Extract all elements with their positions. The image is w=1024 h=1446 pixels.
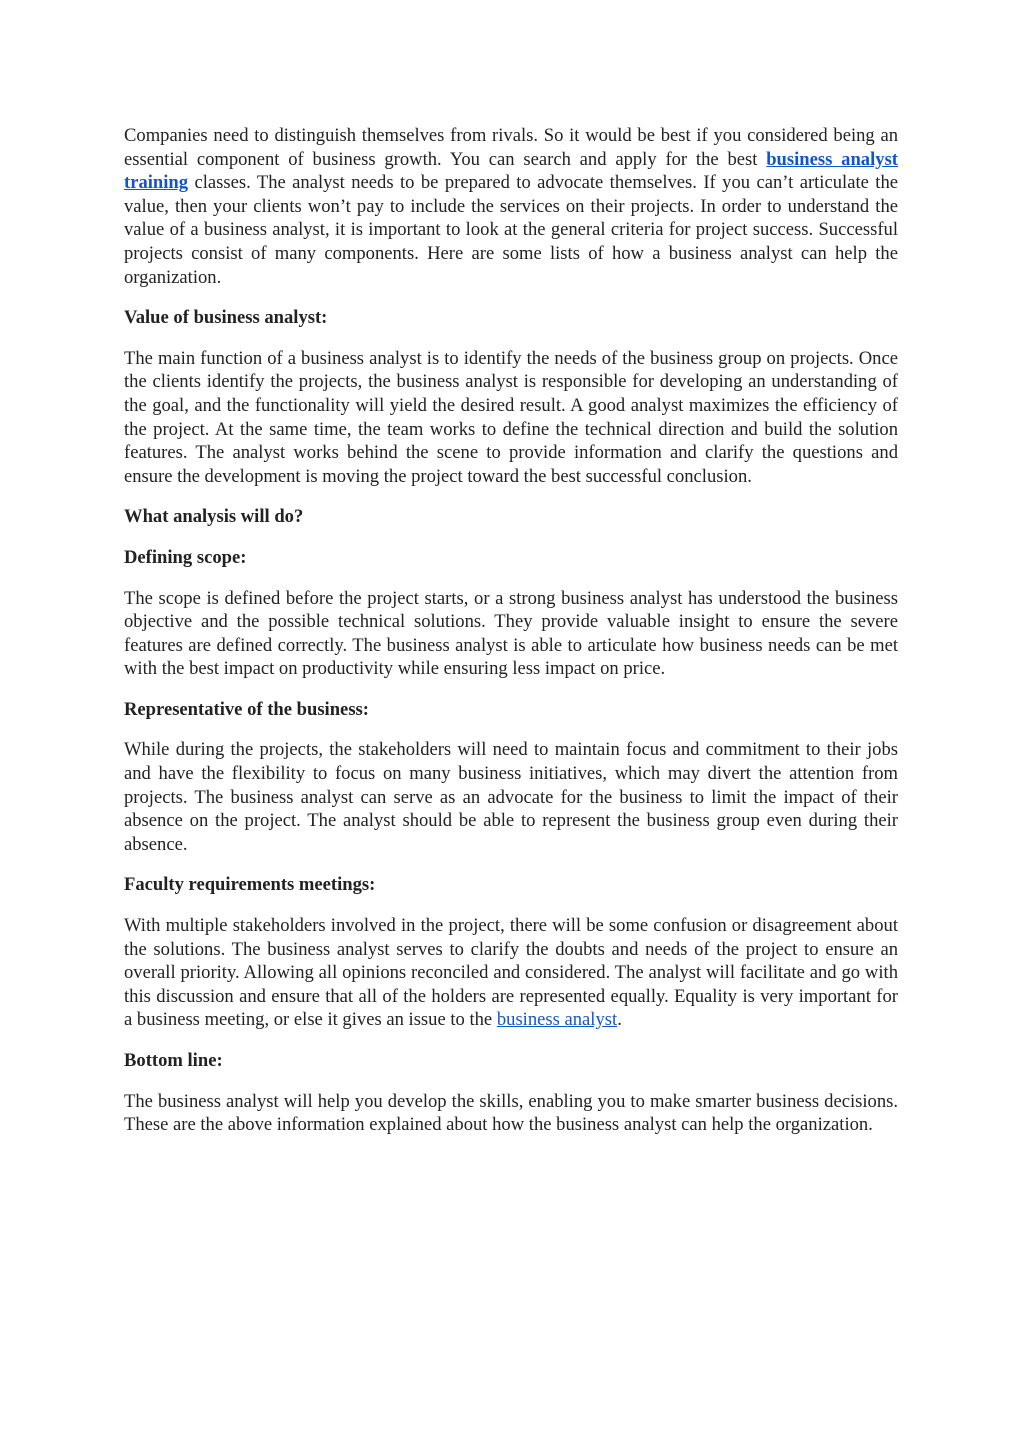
intro-paragraph bbox=[124, 124, 898, 289]
value-paragraph: The main function of a business analyst is to identify the needs of the business group on projects. Once the clients identify the projects, the business analyst is responsible for developing an understanding of the goal, and the functionality will yield the desired result. A good analyst maximizes the efficiency of the project. At the same time, the team works to define the technical direction and build the solution features. The analyst works behind the scene to provide information and clarify the questions and ensure the development is moving the project toward the best successful conclusion. bbox=[124, 347, 898, 487]
analysis-heading: What analysis will do? bbox=[124, 506, 304, 528]
intro-text-part1: Companies need to distinguish themselves from rivals. So it would be best if you considered being an essential component of business growth. You can search and apply for the best bbox=[124, 125, 898, 170]
bottom-line-paragraph: The business analyst will help you develop the skills, enabling you to make smarter business decisions. These are the above information explained about how the business analyst can help the organization. bbox=[124, 1090, 898, 1136]
scope-paragraph: The scope is defined before the project starts, or a strong business analyst has understood the business objective and the possible technical solutions. They provide valuable insight to ensure the severe features are defined correctly. The business analyst is able to articulate how business needs can be met with the best impact on productivity while ensuring less impact on price. bbox=[124, 587, 898, 680]
business-analyst-training-link[interactable]: business analyst training bbox=[124, 148, 898, 194]
bottom-line-heading: Bottom line: bbox=[124, 1050, 223, 1071]
intro-text-part2: classes. The analyst needs to be prepared to advocate themselves. If you can’t articulate the value, then your clients won’t pay to include the services on their projects. In order to understand the value of a business analyst, it is important to look at the general criteria for project success. Successful projects consist of many components. Here are some lists of how a business analyst can help the organization. bbox=[124, 172, 898, 288]
scope-heading: Defining scope: bbox=[124, 546, 247, 568]
document-page bbox=[124, 124, 898, 1154]
faculty-text-part2: . bbox=[617, 1009, 622, 1031]
representative-paragraph: While during the projects, the stakeholders will need to maintain focus and commitment to their jobs and have the flexibility to focus on many business initiatives, which may divert the attention from projects. The business analyst can serve as an advocate for the business to limit the impact of their absence on the project. The analyst should be able to represent the business group even during their absence. bbox=[124, 739, 898, 855]
value-heading: Value of business analyst: bbox=[124, 307, 328, 329]
faculty-heading: Faculty requirements meetings: bbox=[124, 874, 376, 896]
business-analyst-link[interactable]: business analyst bbox=[496, 1009, 618, 1031]
faculty-text-part1: With multiple stakeholders involved in the project, there will be some confusion or disagreement about the solutions. The business analyst serves to clarify the doubts and needs of the project to ensure an overall priority. Allowing all opinions reconciled and considered. The analyst will facilitate and go with this discussion and ensure that all of the holders are represented equally. Equality is very important for a business meeting, or else it gives an issue to the bbox=[124, 915, 898, 1031]
faculty-paragraph bbox=[124, 914, 898, 1032]
representative-heading: Representative of the business: bbox=[124, 698, 369, 720]
